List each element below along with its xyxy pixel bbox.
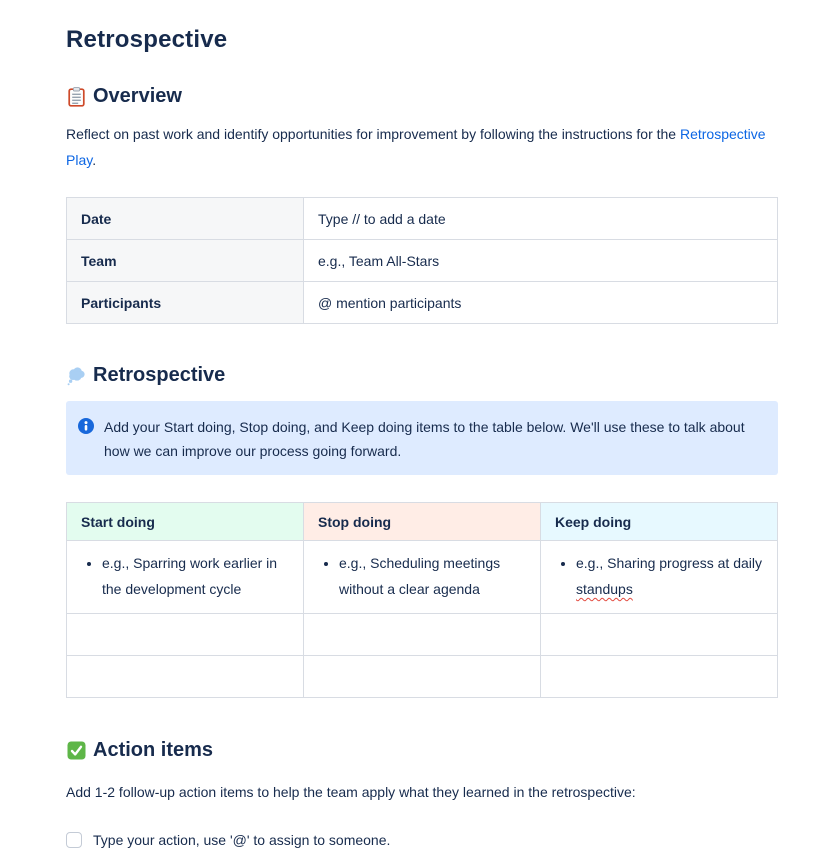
overview-intro-period: .	[92, 152, 97, 168]
retro-empty-cell[interactable]	[67, 656, 304, 698]
retro-item-stop-doing: • e.g., Scheduling meetings without a clear agenda	[339, 550, 530, 602]
details-label-team: Team	[67, 240, 304, 282]
retrospective-heading	[66, 364, 778, 387]
overview-intro-text: Reflect on past work and identify opportunities for improvement by following the instructions for the	[66, 126, 680, 142]
retro-empty-cell[interactable]	[304, 614, 541, 656]
retro-empty-cell[interactable]	[304, 656, 541, 698]
retro-header-start-doing: Start doing	[67, 503, 304, 541]
details-value-date[interactable]: Type // to add a date	[304, 198, 778, 240]
retrospective-play-link[interactable]: Retrospective Play	[66, 126, 766, 168]
retro-empty-row	[67, 614, 778, 656]
retro-empty-cell[interactable]	[541, 614, 778, 656]
misspelled-word: standups	[576, 581, 633, 597]
retro-cell-stop-doing[interactable]	[304, 541, 541, 614]
retro-empty-cell[interactable]	[67, 614, 304, 656]
details-label-date: Date	[67, 198, 304, 240]
action-items-description: Add 1-2 follow-up action items to help the team apply what they learned in the retrospective:	[66, 784, 636, 800]
overview-heading-label: Overview	[93, 85, 182, 107]
details-label-participants: Participants	[67, 282, 304, 324]
retro-table	[66, 502, 778, 698]
check-mark-icon	[66, 741, 86, 761]
overview-heading	[66, 85, 778, 108]
retro-item-start-doing: • e.g., Sparring work earlier in the development cycle	[102, 550, 293, 602]
retro-header-stop-doing: Stop doing	[304, 503, 541, 541]
details-row-date	[67, 198, 778, 240]
retro-cell-start-doing[interactable]	[67, 541, 304, 614]
task-text[interactable]: Type your action, use '@' to assign to someone.	[93, 832, 391, 848]
task-item	[66, 828, 778, 852]
info-panel-text: Add your Start doing, Stop doing, and Keep doing items to the table below. We'll use these to talk about how we can improve our process going forward.	[104, 419, 745, 459]
task-checkbox[interactable]	[66, 832, 82, 848]
page-title: Retrospective	[66, 26, 228, 53]
details-row-team	[67, 240, 778, 282]
info-icon	[78, 413, 94, 439]
action-items-heading-label: Action items	[93, 739, 214, 761]
retro-cell-keep-doing[interactable]	[541, 541, 778, 614]
action-items-heading	[66, 739, 778, 762]
retro-empty-cell[interactable]	[541, 656, 778, 698]
thought-balloon-icon	[66, 366, 86, 386]
info-panel	[66, 401, 778, 475]
details-value-participants[interactable]: @ mention participants	[304, 282, 778, 324]
details-value-team[interactable]: e.g., Team All-Stars	[304, 240, 778, 282]
clipboard-icon	[66, 87, 86, 107]
retro-item-keep-doing: • e.g., Sharing progress at daily standups	[576, 550, 767, 602]
retro-empty-row	[67, 656, 778, 698]
retro-content-row	[67, 541, 778, 614]
details-table	[66, 197, 778, 324]
retro-header-row	[67, 503, 778, 541]
retro-header-keep-doing: Keep doing	[541, 503, 778, 541]
details-row-participants	[67, 282, 778, 324]
retrospective-heading-label: Retrospective	[93, 364, 226, 386]
overview-intro	[66, 121, 778, 173]
